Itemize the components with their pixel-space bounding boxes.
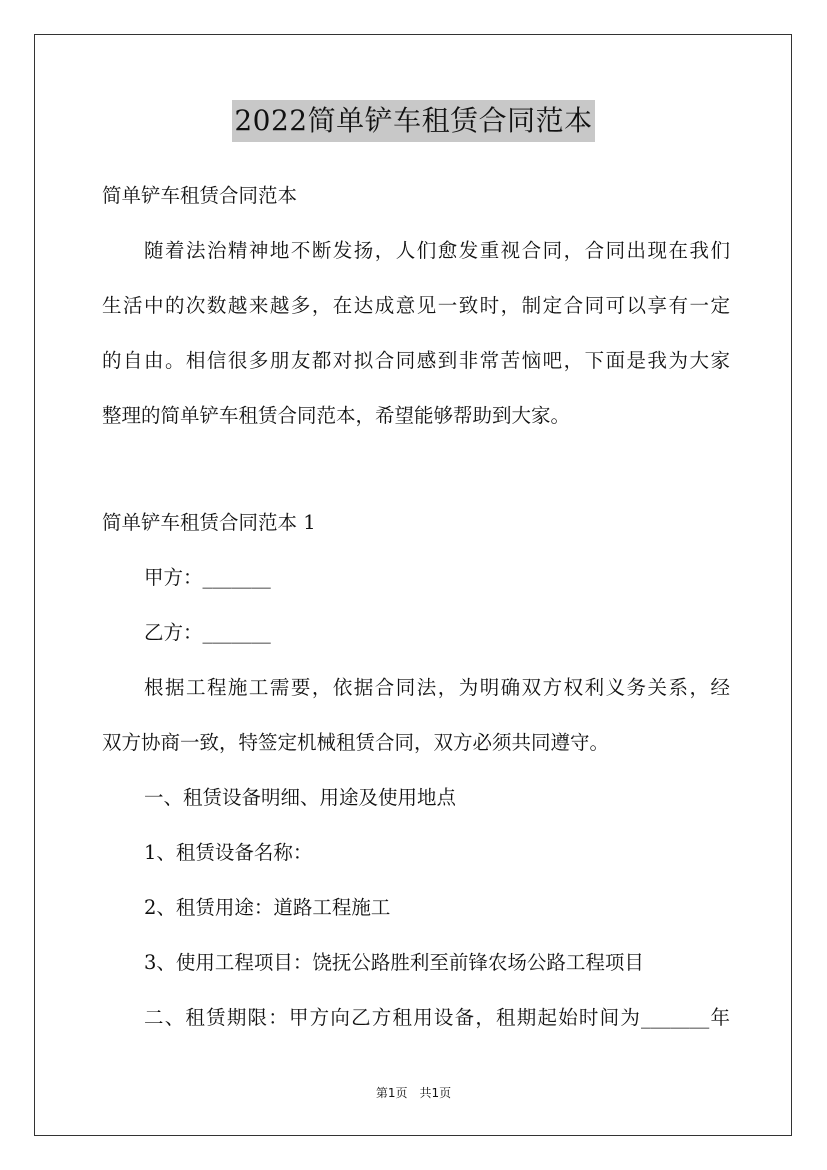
party-b-line: 乙方：_______ bbox=[144, 621, 271, 644]
document-title: 2022简单铲车租赁合同范本 bbox=[232, 100, 594, 142]
intro-line-1: 随着法治精神地不断发扬，人们愈发重视合同，合同出现在我们 bbox=[144, 239, 730, 262]
page-footer bbox=[0, 1084, 827, 1101]
document-body bbox=[102, 168, 730, 1045]
basis-line-2: 双方协商一致，特签定机械租赁合同，双方必须共同遵守。 bbox=[102, 731, 610, 754]
page-number: 第1页 bbox=[375, 1086, 408, 1100]
document-subtitle: 简单铲车租赁合同范本 bbox=[102, 184, 298, 207]
clause-1-item-2: 2、租赁用途：道路工程施工 bbox=[144, 896, 391, 919]
intro-line-3: 的自由。相信很多朋友都对拟合同感到非常苦恼吧，下面是我为大家 bbox=[102, 349, 730, 372]
page-total: 共1页 bbox=[419, 1086, 452, 1100]
clause-1-item-1: 1、租赁设备名称： bbox=[144, 841, 313, 864]
clause-1-item-3: 3、使用工程项目：饶抚公路胜利至前锋农场公路工程项目 bbox=[144, 951, 644, 974]
intro-line-4: 整理的简单铲车租赁合同范本，希望能够帮助到大家。 bbox=[102, 404, 571, 427]
intro-line-2: 生活中的次数越来越多，在达成意见一致时，制定合同可以享有一定 bbox=[102, 294, 730, 317]
party-a-line: 甲方：_______ bbox=[144, 566, 271, 589]
clause-2-line: 二、租赁期限：甲方向乙方租用设备，租期起始时间为_______年 bbox=[144, 1006, 730, 1029]
section-spacer bbox=[102, 443, 730, 495]
basis-line-1: 根据工程施工需要，依据合同法，为明确双方权利义务关系，经 bbox=[144, 676, 730, 699]
section-title: 简单铲车租赁合同范本 1 bbox=[102, 511, 316, 534]
clause-1-heading: 一、租赁设备明细、用途及使用地点 bbox=[144, 786, 457, 809]
title-container bbox=[0, 100, 827, 142]
